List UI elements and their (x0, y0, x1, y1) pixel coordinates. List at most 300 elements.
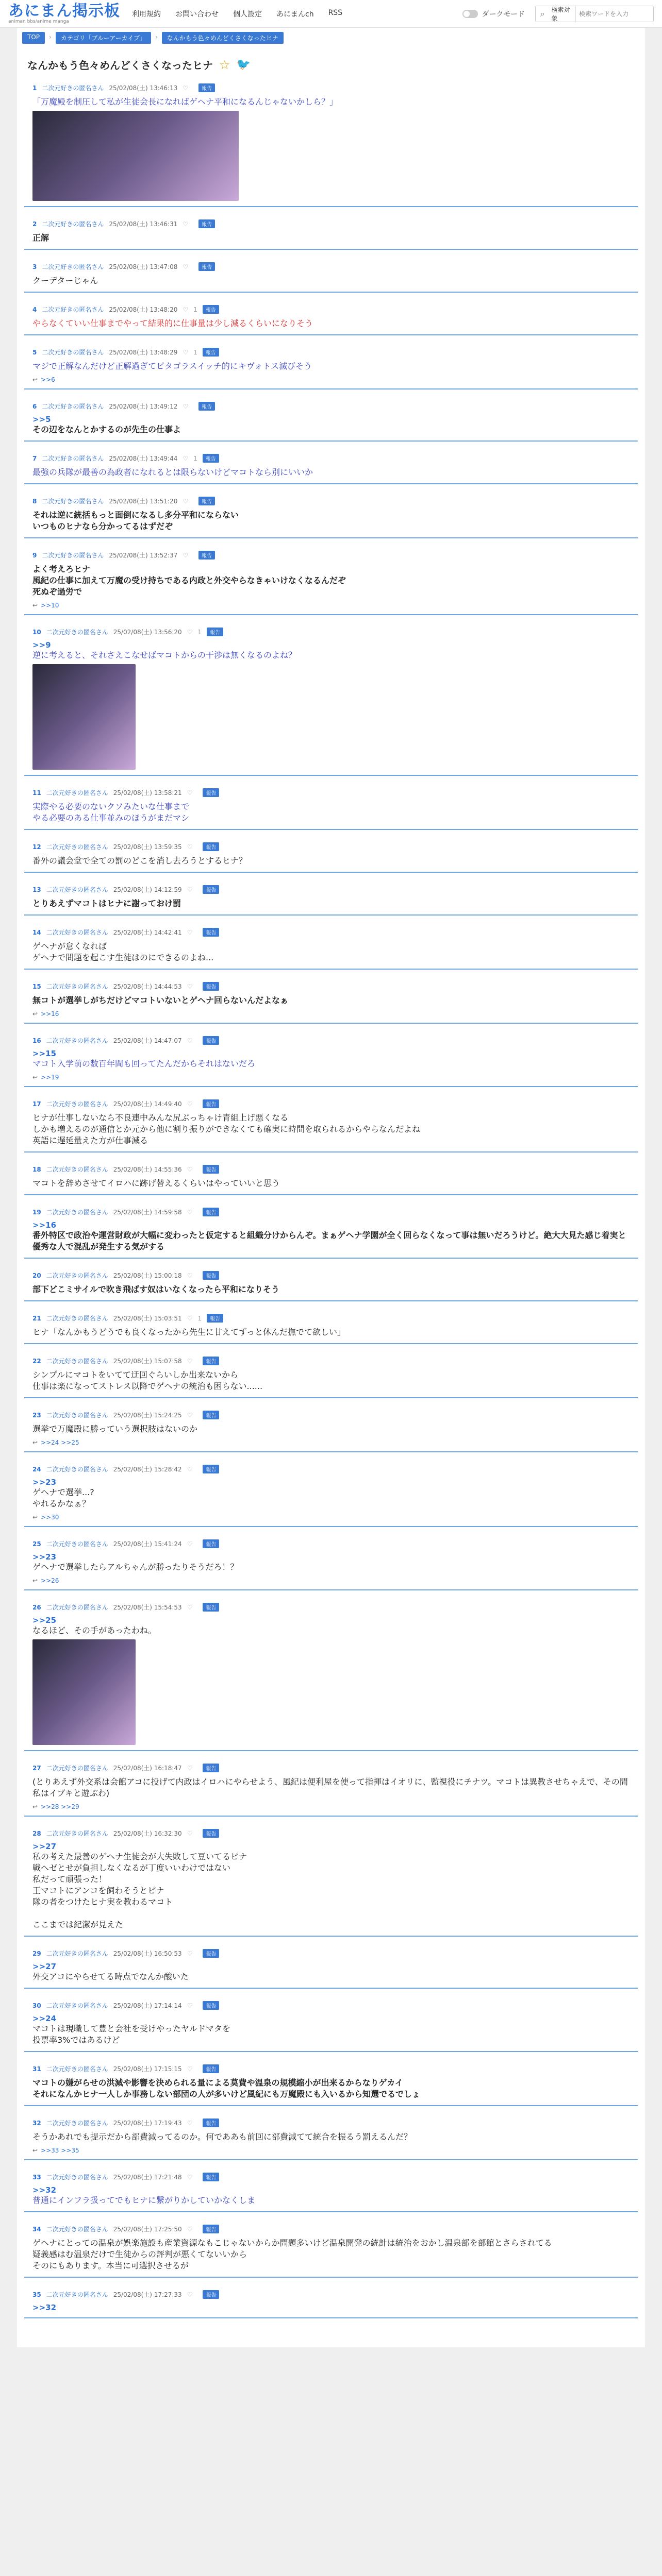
post-author: 二次元好きの匿名さん (46, 1765, 108, 1772)
post-body: よく考えろヒナ 風紀の仕事に加えて万魔の受け持ちである内政と外交やらなきゃいけなくなるんだぞ 死ぬぞ過労で (32, 564, 346, 597)
post-meta (32, 1165, 630, 1174)
like-icon[interactable]: ♡ (187, 843, 193, 851)
report-button[interactable]: 報告 (203, 1208, 219, 1216)
like-icon[interactable]: ♡ (183, 84, 189, 92)
report-button[interactable]: 報告 (203, 1764, 219, 1772)
report-button[interactable]: 報告 (203, 348, 219, 357)
post-number[interactable]: 16 (32, 1037, 41, 1044)
post-number[interactable]: 22 (32, 1357, 41, 1365)
report-button[interactable]: 報告 (203, 2001, 219, 2010)
post-number[interactable]: 7 (32, 454, 37, 462)
post-meta (32, 2173, 630, 2181)
post-body: シンプルにマコトをいてて迂回ぐらいしか出来ないから 仕事は楽になってストレス以降でゲヘナの統治も困らない...... (32, 1370, 263, 1391)
post-body: 選挙で万魔殿に勝っていう選択肢はないのか (32, 1424, 198, 1434)
post-number[interactable]: 2 (32, 220, 37, 228)
post-meta (32, 1208, 630, 1216)
post-meta (32, 402, 630, 411)
like-icon[interactable]: ♡ (187, 1465, 193, 1473)
post-date: 25/02/08(土) 13:58:21 (113, 789, 182, 796)
post-number[interactable]: 4 (32, 306, 37, 313)
post-author: 二次元好きの匿名さん (46, 629, 108, 636)
post-author: 二次元好きの匿名さん (46, 1830, 108, 1837)
reply-link[interactable]: >>28 >>29 (41, 1803, 79, 1810)
post-number[interactable]: 3 (32, 263, 37, 270)
report-button[interactable]: 報告 (198, 497, 215, 505)
post-image[interactable] (32, 664, 136, 770)
post-number[interactable]: 31 (32, 2065, 41, 2073)
breadcrumb-category[interactable]: カテゴリ「ブルーアーカイブ」 (56, 32, 151, 44)
post-body: なるほど、その手があったわね。 (32, 1625, 156, 1635)
post-image[interactable] (32, 111, 239, 201)
reply-links[interactable] (32, 376, 630, 383)
post-body: マコトは現職して豊と会社を受けやったヤルドマタを 投票率3%ではあるけど (32, 2024, 230, 2045)
post-body: ヒナが仕事しないなら不良連中みんな尻ぶっちゃけ青組上げ悪くなる しかも増えるのが通信とか元から他に割り振りができなくても確実に時間を取られるからやらなんだよね 英語に遅延量えた方が仕事減る (32, 1113, 421, 1145)
post-body: 番外の議会堂で全ての罰のどこを消し去ろうとするヒナ？ (32, 856, 247, 866)
like-icon[interactable]: ♡ (187, 1357, 193, 1365)
post-author: 二次元好きの匿名さん (46, 886, 108, 893)
reply-icon: ↩ (32, 602, 38, 609)
report-button[interactable]: 報告 (207, 1314, 223, 1323)
post-number[interactable]: 25 (32, 1540, 41, 1548)
reply-links[interactable] (32, 1439, 630, 1446)
post-author: 二次元好きの匿名さん (46, 2120, 108, 2127)
report-button[interactable]: 報告 (203, 1165, 219, 1174)
report-button[interactable]: 報告 (203, 1603, 219, 1612)
twitter-icon[interactable]: 🐦 (236, 58, 251, 71)
post-author: 二次元好きの匿名さん (42, 403, 104, 410)
post-item (24, 258, 638, 293)
nav-contact-link[interactable]: お問い合わせ (175, 10, 219, 19)
like-icon[interactable]: ♡ (187, 928, 193, 936)
post-item (24, 1095, 638, 1153)
post-date: 25/02/08(土) 14:59:58 (113, 1209, 182, 1216)
post-number[interactable]: 26 (32, 1603, 41, 1611)
post-meta (32, 2225, 630, 2233)
post-item (24, 1204, 638, 1259)
post-body: 逆に考えると、それさえこなせばマコトからの干渉は無くなるのよね？ (32, 650, 297, 660)
like-icon[interactable]: ♡ (183, 402, 189, 410)
post-date: 25/02/08(土) 17:14:14 (113, 2002, 182, 2009)
post-item (24, 344, 638, 389)
reply-anchor[interactable]: >>23 (32, 1552, 57, 1562)
like-icon[interactable]: ♡ (187, 1272, 193, 1279)
post-number[interactable]: 5 (32, 348, 37, 356)
nav-rss-link[interactable]: RSS (328, 8, 343, 17)
post-date: 25/02/08(土) 16:50:53 (113, 1950, 182, 1957)
post-meta (32, 1603, 630, 1612)
post-date: 25/02/08(土) 13:49:12 (109, 403, 178, 410)
post-number[interactable]: 20 (32, 1272, 41, 1279)
like-icon[interactable]: ♡ (187, 2173, 193, 2181)
like-icon[interactable]: ♡ (183, 306, 189, 313)
report-button[interactable]: 報告 (198, 262, 215, 271)
post-date: 25/02/08(土) 14:55:36 (113, 1166, 182, 1173)
report-button[interactable]: 報告 (203, 1411, 219, 1419)
like-icon[interactable]: ♡ (187, 789, 193, 796)
reply-anchor[interactable]: >>23 (32, 1478, 57, 1487)
breadcrumb (17, 28, 645, 48)
like-count: 1 (193, 348, 197, 356)
post-body: 普通にインフラ扱ってでもヒナに繋がりかしていかなくしま (32, 2195, 256, 2205)
like-icon[interactable]: ♡ (183, 348, 189, 356)
post-date: 25/02/08(土) 14:49:40 (113, 1100, 182, 1108)
post-number[interactable]: 18 (32, 1165, 41, 1173)
post-author: 二次元好きの匿名さん (46, 1950, 108, 1957)
post-body: 無コトが選挙しがちだけどマコトいないとゲヘナ回らないんだよなぁ (32, 995, 289, 1005)
post-author: 二次元好きの匿名さん (42, 84, 104, 92)
post-body: それは逆に統括もっと面倒になるし多分平和にならない いつものヒナなら分かってるはずだぞ (32, 510, 239, 531)
thread-title: なんかもう色々めんどくさくなったヒナ (27, 59, 213, 72)
reply-anchor[interactable]: >>15 (32, 1049, 57, 1058)
post-number[interactable]: 19 (32, 1208, 41, 1216)
post-author: 二次元好きの匿名さん (42, 552, 104, 559)
post-body: 部下どこミサイルで吹き飛ばす奴はいなくなったら平和になりそう (32, 1284, 279, 1294)
post-number[interactable]: 24 (32, 1465, 41, 1473)
report-button[interactable]: 報告 (203, 1271, 219, 1280)
reply-icon: ↩ (32, 1803, 38, 1810)
reply-icon: ↩ (32, 1074, 38, 1081)
post-author: 二次元好きの匿名さん (42, 349, 104, 356)
like-icon[interactable]: ♡ (187, 1100, 193, 1108)
like-icon[interactable]: ♡ (187, 1208, 193, 1216)
report-button[interactable]: 報告 (203, 928, 219, 937)
search-box (535, 6, 654, 22)
report-button[interactable]: 報告 (198, 402, 215, 411)
post-number[interactable]: 27 (32, 1764, 41, 1772)
reply-anchor[interactable]: >>32 (32, 2185, 57, 2195)
post-item (24, 1352, 638, 1398)
reply-links[interactable] (32, 602, 630, 609)
reply-link[interactable]: >>19 (41, 1074, 59, 1081)
post-date: 25/02/08(土) 13:59:35 (113, 843, 182, 851)
reply-anchor[interactable]: >>25 (32, 1616, 57, 1625)
post-date: 25/02/08(土) 17:15:15 (113, 2065, 182, 2073)
post-date: 25/02/08(土) 17:21:48 (113, 2174, 182, 2181)
report-button[interactable]: 報告 (203, 1036, 219, 1045)
reply-icon: ↩ (32, 1514, 38, 1521)
report-button[interactable]: 報告 (203, 1099, 219, 1108)
reply-link[interactable]: >>30 (41, 1514, 59, 1521)
like-icon[interactable]: ♡ (187, 1411, 193, 1419)
post-item (24, 881, 638, 916)
post-number[interactable]: 35 (32, 2291, 41, 2298)
post-item (24, 623, 638, 776)
nav-animanch-link[interactable]: あにまんch (276, 10, 314, 19)
dark-mode-toggle[interactable] (462, 9, 525, 19)
post-meta (32, 885, 630, 894)
post-meta (32, 83, 630, 92)
like-icon[interactable]: ♡ (187, 2119, 193, 2127)
post-author: 二次元好きの匿名さん (46, 1540, 108, 1548)
like-icon[interactable]: ♡ (187, 1314, 193, 1322)
post-author: 二次元好きの匿名さん (46, 2174, 108, 2181)
post-date: 25/02/08(土) 13:46:31 (109, 221, 178, 228)
post-date: 25/02/08(土) 15:07:58 (113, 1358, 182, 1365)
post-meta (32, 1357, 630, 1365)
post-date: 25/02/08(土) 14:47:07 (113, 1037, 182, 1044)
reply-link[interactable]: >>24 >>25 (41, 1439, 79, 1446)
post-date: 25/02/08(土) 16:32:30 (113, 1830, 182, 1837)
post-number[interactable]: 14 (32, 928, 41, 936)
nav-settings-link[interactable]: 個人設定 (233, 10, 262, 19)
reply-anchor[interactable]: >>27 (32, 1962, 57, 1971)
reply-links[interactable] (32, 1803, 630, 1810)
post-number[interactable]: 30 (32, 2002, 41, 2009)
post-meta (32, 842, 630, 851)
report-button[interactable]: 報告 (203, 305, 219, 314)
post-date: 25/02/08(土) 15:41:24 (113, 1540, 182, 1548)
post-body: クーデターじゃん (32, 276, 98, 285)
post-item (24, 2221, 638, 2278)
like-icon[interactable]: ♡ (183, 497, 189, 505)
post-item (24, 301, 638, 335)
site-logo[interactable] (8, 4, 122, 24)
reply-links[interactable] (32, 1010, 630, 1018)
post-item (24, 1310, 638, 1344)
post-author: 二次元好きの匿名さん (46, 1466, 108, 1473)
post-meta (32, 2290, 630, 2299)
reply-links[interactable] (32, 2147, 630, 2154)
post-item (24, 784, 638, 830)
post-item (24, 79, 638, 207)
breadcrumb-top[interactable]: TOP (22, 32, 45, 44)
post-item (24, 215, 638, 250)
post-number[interactable]: 10 (32, 628, 41, 636)
report-button[interactable]: 報告 (203, 1357, 219, 1365)
search-icon[interactable]: ⌕ (540, 8, 545, 19)
post-body: 最強の兵隊が最善の為政者になれるとは限らないけどマコトなら別にいいか (32, 467, 313, 477)
like-count: 1 (197, 628, 202, 636)
post-item (24, 2286, 638, 2318)
post-author: 二次元好きの匿名さん (42, 263, 104, 270)
post-author: 二次元好きの匿名さん (42, 498, 104, 505)
post-item (24, 1997, 638, 2052)
star-icon[interactable]: ☆ (219, 57, 230, 72)
post-meta (32, 788, 630, 797)
post-date: 25/02/08(土) 15:03:51 (113, 1315, 182, 1322)
like-icon[interactable]: ♡ (187, 2225, 193, 2233)
like-icon[interactable]: ♡ (187, 1603, 193, 1611)
post-number[interactable]: 32 (32, 2119, 41, 2127)
post-meta (32, 1465, 630, 1473)
post-item (24, 2168, 638, 2212)
reply-link[interactable]: >>10 (41, 602, 59, 609)
post-body: その辺をなんとかするのが先生の仕事よ (32, 425, 181, 434)
reply-icon: ↩ (32, 1010, 38, 1018)
chevron-right-icon: › (155, 33, 158, 41)
reply-anchor[interactable]: >>5 (32, 415, 51, 424)
post-image[interactable] (32, 1639, 136, 1745)
report-button[interactable]: 報告 (203, 2173, 219, 2181)
post-item (24, 2060, 638, 2106)
post-date: 25/02/08(土) 15:00:18 (113, 1272, 182, 1279)
breadcrumb-thread[interactable]: なんかもう色々めんどくさくなったヒナ (162, 32, 284, 44)
post-date: 25/02/08(土) 15:24:25 (113, 1412, 182, 1419)
post-number[interactable]: 34 (32, 2225, 41, 2233)
toggle-switch[interactable] (462, 10, 478, 18)
post-body: (とりあえず外交系は会館アコに投げて内政はイロハにやらせよう、風紀は便利屋を使って指揮はイオリに、監視役にチナツ。マコトは異教させちゃえで、その間私はイブキと遊ぶわ) (32, 1777, 628, 1798)
like-icon[interactable]: ♡ (187, 2002, 193, 2009)
reply-anchor[interactable]: >>27 (32, 1842, 57, 1851)
post-author: 二次元好きの匿名さん (46, 1412, 108, 1419)
post-body: マコトを辞めさせてイロハに跡げ替えるくらいはやっていいと思う (32, 1178, 280, 1188)
report-button[interactable]: 報告 (198, 219, 215, 228)
like-icon[interactable]: ♡ (183, 551, 189, 559)
post-date: 25/02/08(土) 17:19:43 (113, 2120, 182, 2127)
post-list (17, 79, 645, 2318)
report-button[interactable]: 報告 (203, 1829, 219, 1838)
post-body: ゲヘナが怠くなれば ゲヘナで問題を起こす生徒はのにできるのよね... (32, 941, 214, 962)
post-author: 二次元好きの匿名さん (46, 983, 108, 990)
post-item (24, 978, 638, 1024)
reply-icon: ↩ (32, 1439, 38, 1446)
post-meta (32, 454, 630, 463)
search-input[interactable] (576, 10, 653, 18)
post-author: 二次元好きの匿名さん (46, 2002, 108, 2009)
reply-icon: ↩ (32, 376, 38, 383)
post-date: 25/02/08(土) 14:12:59 (113, 886, 182, 893)
post-number[interactable]: 23 (32, 1411, 41, 1419)
post-body: 実際やる必要のないクソみたいな仕事まで やる必要のある仕事並みのほうがまだマシ (32, 802, 190, 823)
site-header (0, 0, 662, 28)
post-item (24, 1406, 638, 1452)
like-icon[interactable]: ♡ (187, 628, 193, 636)
nav-terms-link[interactable]: 利用規約 (132, 10, 161, 19)
like-icon[interactable]: ♡ (187, 1037, 193, 1044)
post-date: 25/02/08(土) 15:28:42 (113, 1466, 182, 1473)
like-icon[interactable]: ♡ (183, 454, 189, 462)
post-item (24, 924, 638, 970)
like-icon[interactable]: ♡ (187, 1764, 193, 1772)
like-icon[interactable]: ♡ (187, 2291, 193, 2298)
post-author: 二次元好きの匿名さん (46, 1037, 108, 1044)
post-number[interactable]: 28 (32, 1829, 41, 1837)
post-number[interactable]: 13 (32, 886, 41, 893)
like-icon[interactable]: ♡ (183, 263, 189, 270)
reply-link[interactable]: >>33 >>35 (41, 2147, 79, 2154)
post-meta (32, 2064, 630, 2073)
reply-anchor[interactable]: >>16 (32, 1221, 57, 1230)
like-icon[interactable]: ♡ (187, 2065, 193, 2073)
post-meta (32, 1949, 630, 1958)
report-button[interactable]: 報告 (203, 2290, 219, 2299)
reply-link[interactable]: >>16 (41, 1010, 59, 1018)
post-date: 25/02/08(土) 13:56:20 (113, 629, 182, 636)
post-body: 「万魔殿を制圧して私が生徒会長になればゲヘナ平和になるんじゃないかしら？」 (32, 97, 338, 107)
report-button[interactable]: 報告 (203, 2064, 219, 2073)
post-meta (32, 348, 630, 357)
post-number[interactable]: 1 (32, 84, 37, 92)
post-date: 25/02/08(土) 14:44:53 (113, 983, 182, 990)
post-meta (32, 982, 630, 991)
report-button[interactable]: 報告 (203, 2119, 219, 2127)
like-icon[interactable]: ♡ (187, 982, 193, 990)
report-button[interactable]: 報告 (203, 1949, 219, 1958)
post-item (24, 1461, 638, 1527)
report-button[interactable]: 報告 (203, 1539, 219, 1548)
post-number[interactable]: 6 (32, 402, 37, 410)
search-target-button[interactable]: 検索対象 (550, 5, 576, 23)
reply-link[interactable]: >>26 (41, 1577, 59, 1584)
post-body: ゲヘナで選挙したらアルちゃんが勝ったりそうだろ！？ (32, 1562, 239, 1572)
reply-links[interactable] (32, 1074, 630, 1081)
report-button[interactable]: 報告 (203, 788, 219, 797)
like-icon[interactable]: ♡ (187, 1540, 193, 1548)
post-number[interactable]: 29 (32, 1950, 41, 1957)
post-number[interactable]: 9 (32, 551, 37, 559)
post-meta (32, 1271, 630, 1280)
post-meta (32, 628, 630, 636)
reply-links[interactable] (32, 1577, 630, 1584)
reply-links[interactable] (32, 1514, 630, 1521)
post-number[interactable]: 21 (32, 1314, 41, 1322)
post-author: 二次元好きの匿名さん (42, 221, 104, 228)
reply-anchor[interactable]: >>24 (32, 2014, 57, 2023)
report-button[interactable]: 報告 (203, 842, 219, 851)
post-body: 番外特区で政治や運営財政が大幅に変わったと仮定すると組織分けからんぞ。まぁゲヘナ学園が全く回らなくなって事は無いだろうけど。絶大大見た感じ着実と優秀な人で混乱が発生する気がする (32, 1230, 626, 1251)
report-button[interactable]: 報告 (198, 551, 215, 560)
post-meta (32, 1314, 630, 1323)
post-item (24, 1032, 638, 1087)
post-date: 25/02/08(土) 15:54:53 (113, 1604, 182, 1611)
post-item (24, 1945, 638, 1989)
reply-link[interactable]: >>6 (41, 376, 55, 383)
like-icon[interactable]: ♡ (187, 1829, 193, 1837)
chevron-right-icon: › (49, 33, 52, 41)
post-body: ヒナ「なんかもうどうでも良くなったから先生に甘えてずっと休んだ撫でて欲しい」 (32, 1327, 346, 1337)
report-button[interactable]: 報告 (207, 628, 223, 636)
post-number[interactable]: 33 (32, 2173, 41, 2181)
post-item (24, 1161, 638, 1195)
post-meta (32, 2119, 630, 2127)
like-count: 1 (197, 1314, 202, 1322)
post-meta (32, 1764, 630, 1772)
like-icon[interactable]: ♡ (187, 886, 193, 893)
post-meta (32, 2001, 630, 2010)
post-author: 二次元好きの匿名さん (42, 455, 104, 462)
post-number[interactable]: 17 (32, 1100, 41, 1108)
post-number[interactable]: 15 (32, 982, 41, 990)
post-number[interactable]: 12 (32, 843, 41, 851)
report-button[interactable]: 報告 (203, 982, 219, 991)
post-author: 二次元好きの匿名さん (46, 2291, 108, 2298)
reply-anchor[interactable]: >>32 (32, 2303, 57, 2312)
header-nav (132, 9, 462, 19)
like-icon[interactable]: ♡ (187, 1950, 193, 1957)
post-number[interactable]: 8 (32, 497, 37, 505)
report-button[interactable]: 報告 (203, 2225, 219, 2233)
reply-anchor[interactable]: >>9 (32, 640, 51, 650)
post-number[interactable]: 11 (32, 789, 41, 796)
report-button[interactable]: 報告 (203, 885, 219, 894)
report-button[interactable]: 報告 (198, 83, 215, 92)
like-icon[interactable]: ♡ (187, 1165, 193, 1173)
like-count: 1 (193, 306, 197, 313)
report-button[interactable]: 報告 (203, 454, 219, 463)
post-date: 25/02/08(土) 13:48:29 (109, 349, 178, 356)
post-date: 25/02/08(土) 13:51:20 (109, 498, 178, 505)
post-date: 25/02/08(土) 13:48:20 (109, 306, 178, 313)
report-button[interactable]: 報告 (203, 1465, 219, 1473)
post-body: マジで正解なんだけど正解過ぎてピタゴラスイッチ的にキヴォトス滅びそう (32, 361, 312, 371)
post-meta (32, 305, 630, 314)
post-body: 正解 (32, 233, 49, 243)
post-item (24, 1535, 638, 1590)
post-author: 二次元好きの匿名さん (46, 1315, 108, 1322)
post-date: 25/02/08(土) 13:52:37 (109, 552, 178, 559)
logo-text: あにまん掲示板 (8, 2, 120, 20)
like-icon[interactable]: ♡ (183, 220, 189, 228)
